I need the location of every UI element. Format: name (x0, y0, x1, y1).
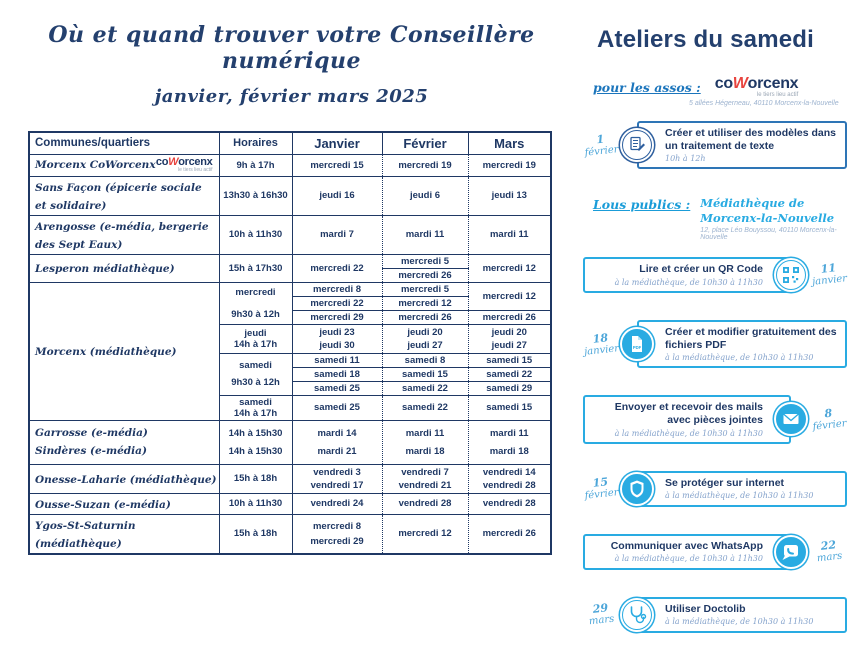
janvier-cell: jeudi 16 (292, 176, 382, 215)
workshop-date: 11 janvier (811, 261, 848, 289)
workshop-card-mails (583, 395, 847, 443)
svg-text:PDF: PDF (632, 345, 642, 351)
table-row-morcenx-coworcenx (29, 154, 551, 176)
table-row-morcenx-mediatheque (29, 282, 551, 296)
fevrier-cell: mercredi 19 (382, 154, 468, 176)
fevrier-cell: vendredi 28 (382, 493, 468, 514)
schedule-section (28, 22, 555, 555)
workshops-section (583, 26, 847, 660)
commune-cell: Morcenx (médiathèque) (29, 282, 219, 420)
column-header-horaires: Horaires (219, 132, 292, 154)
horaires-cell: 14h à 15h30 14h à 15h30 (219, 420, 292, 464)
horaires-cell: 13h30 à 16h30 (219, 176, 292, 215)
commune-cell: Ygos-St-Saturnin (médiathèque) (29, 514, 219, 554)
horaires-cell: jeudi 14h à 17h (219, 324, 292, 353)
workshop-date: 29 mars (588, 601, 615, 628)
janvier-cell: mardi 14 mardi 21 (292, 420, 382, 464)
assos-label: pour les assos : (593, 80, 701, 95)
janvier-cell: samedi 25 (292, 395, 382, 420)
janvier-cell: jeudi 23 jeudi 30 (292, 324, 382, 353)
workshop-subtitle: 10h à 12h (665, 154, 706, 164)
mars-cell: vendredi 28 (468, 493, 551, 514)
workshop-title: Se protéger sur internet (665, 476, 785, 489)
schedule-table (28, 131, 552, 555)
commune-cell: Arengosse (e-média, bergerie des Sept Eaux) (29, 215, 219, 254)
workshop-date: 8 février (812, 406, 848, 433)
mars-cell: samedi 15 (468, 353, 551, 367)
column-header-mars: Mars (468, 132, 551, 154)
workshop-card-whatsapp (583, 534, 847, 570)
workshops-title: Ateliers du samedi (597, 26, 815, 53)
mars-cell: mercredi 19 (468, 154, 551, 176)
commune-cell (29, 154, 219, 176)
publics-label: Lous publics : (593, 197, 691, 213)
horaires-cell: 15h à 18h (219, 464, 292, 493)
janvier-cell: vendredi 24 (292, 493, 382, 514)
shield-icon (622, 474, 652, 504)
horaires-cell: 10h à 11h30 (219, 215, 292, 254)
workshop-card-qr-code (583, 257, 847, 293)
fevrier-cell: mercredi 26 (382, 268, 468, 282)
fevrier-cell: mardi 11 (382, 215, 468, 254)
janvier-cell: mercredi 8 (292, 282, 382, 296)
workshop-subtitle: à la médiathèque, de 10h30 à 11h30 (665, 353, 814, 363)
whatsapp-icon (776, 537, 806, 567)
workshop-subtitle: à la médiathèque, de 10h30 à 11h30 (614, 277, 763, 287)
commune-cell: Lesperon médiathèque) (29, 254, 219, 282)
commune-cell: Ousse-Suzan (e-média) (29, 493, 219, 514)
publics-section (593, 196, 847, 241)
publics-venue: Médiathèque de Morcenx-la-Nouvelle (700, 196, 835, 225)
workshop-subtitle: à la médiathèque, de 10h30 à 11h30 (614, 554, 763, 564)
janvier-cell: mercredi 8 mercredi 29 (292, 514, 382, 554)
commune-cell: Garrosse (e-média) Sindères (e-média) (29, 420, 219, 464)
horaires-cell: 15h à 17h30 (219, 254, 292, 282)
fevrier-cell: vendredi 7 vendredi 21 (382, 464, 468, 493)
janvier-cell: mercredi 15 (292, 154, 382, 176)
workshop-title: Créer et utiliser des modèles dans un traitement de texte (665, 127, 836, 153)
commune-cell: Sans Façon (épicerie sociale et solidaire) (29, 176, 219, 215)
pdf-file-icon (622, 329, 652, 359)
mars-cell: jeudi 13 (468, 176, 551, 215)
mars-cell: samedi 29 (468, 381, 551, 395)
mars-cell: mercredi 12 (468, 254, 551, 282)
workshop-title: Créer et modifier gratuitement des fichiers PDF (665, 326, 837, 352)
commune-name: Morcenx CoWorcenx (35, 159, 156, 171)
workshop-title: Utiliser Doctolib (665, 602, 746, 615)
workshop-card-doctolib (583, 597, 847, 633)
mars-cell: mercredi 12 (468, 282, 551, 310)
fevrier-cell: samedi 15 (382, 367, 468, 381)
horaires-cell: 9h à 17h (219, 154, 292, 176)
janvier-cell: mardi 7 (292, 215, 382, 254)
coworcenx-tagline: le tiers lieu actif (756, 92, 799, 98)
qr-code-icon (776, 260, 806, 290)
horaires-cell: 15h à 18h (219, 514, 292, 554)
fevrier-cell: mercredi 12 (382, 296, 468, 310)
janvier-cell: mercredi 22 (292, 296, 382, 310)
fevrier-cell: jeudi 20 jeudi 27 (382, 324, 468, 353)
assos-section (593, 76, 847, 107)
mars-cell: mercredi 26 (468, 310, 551, 324)
workshop-date: 1 février (584, 132, 620, 159)
mars-cell: mardi 11 mardi 18 (468, 420, 551, 464)
page-title: Où et quand trouver votre Conseillère numérique (48, 22, 535, 74)
horaires-cell: mercredi 9h30 à 12h (219, 282, 292, 324)
table-row-ygos (29, 514, 551, 554)
workshop-subtitle: à la médiathèque, de 10h30 à 11h30 (665, 491, 814, 501)
coworcenx-logo: coWorcenx le tiers lieu actif (714, 75, 799, 98)
workshop-date: 15 février (584, 475, 620, 502)
fevrier-cell: samedi 22 (382, 395, 468, 420)
fevrier-cell: jeudi 6 (382, 176, 468, 215)
mars-cell: vendredi 14 vendredi 28 (468, 464, 551, 493)
workshop-subtitle: à la médiathèque, de 10h30 à 11h30 (665, 617, 814, 627)
workshop-title: Lire et créer un QR Code (639, 263, 763, 276)
table-row-arengosse (29, 215, 551, 254)
mars-cell: mercredi 26 (468, 514, 551, 554)
janvier-cell: vendredi 3 vendredi 17 (292, 464, 382, 493)
janvier-cell: samedi 11 (292, 353, 382, 367)
workshop-card-pdf (583, 320, 847, 368)
mars-cell: samedi 15 (468, 395, 551, 420)
column-header-janvier: Janvier (292, 132, 382, 154)
fevrier-cell: mercredi 5 (382, 254, 468, 268)
fevrier-cell: samedi 8 (382, 353, 468, 367)
workshop-title: Communiquer avec WhatsApp (610, 539, 763, 552)
coworcenx-tagline: le tiers lieu actif (178, 167, 213, 173)
mars-cell: mardi 11 (468, 215, 551, 254)
table-row-ousse-suzan (29, 493, 551, 514)
horaires-cell: samedi 14h à 17h (219, 395, 292, 420)
column-header-communes: Communes/quartiers (29, 132, 219, 154)
table-header-row (29, 132, 551, 154)
workshop-date: 22 mars (816, 538, 843, 565)
janvier-cell: mercredi 29 (292, 310, 382, 324)
janvier-cell: samedi 18 (292, 367, 382, 381)
janvier-cell: samedi 25 (292, 381, 382, 395)
column-header-fevrier: Février (382, 132, 468, 154)
publics-address: 12, place Léo Bouyssou, 40110 Morcenx-la-Nouvelle (700, 227, 837, 241)
horaires-cell: samedi 9h30 à 12h (219, 353, 292, 395)
mars-cell: jeudi 20 jeudi 27 (468, 324, 551, 353)
janvier-cell: mercredi 22 (292, 254, 382, 282)
stethoscope-icon (622, 600, 652, 630)
fevrier-cell: mercredi 5 (382, 282, 468, 296)
table-row-onesse-laharie (29, 464, 551, 493)
fevrier-cell: mercredi 26 (382, 310, 468, 324)
coworcenx-logo: coWorcenx le tiers lieu actif (155, 156, 213, 173)
fevrier-cell: samedi 22 (382, 381, 468, 395)
page-subtitle: janvier, février mars 2025 (154, 86, 429, 107)
table-row-sans-facon (29, 176, 551, 215)
workshop-card-securite (583, 471, 847, 507)
assos-address: 5 allées Hégerneau, 40110 Morcenx-la-Nouvelle (689, 100, 839, 107)
fevrier-cell: mardi 11 mardi 18 (382, 420, 468, 464)
fevrier-cell: mercredi 12 (382, 514, 468, 554)
envelope-icon (776, 404, 806, 434)
commune-cell: Onesse-Laharie (médiathèque) (29, 464, 219, 493)
workshop-title: Envoyer et recevoir des mails avec pièces jointes (614, 401, 763, 427)
workshop-subtitle: à la médiathèque, de 10h30 à 11h30 (614, 428, 763, 438)
table-row-garrosse-sinderes (29, 420, 551, 464)
table-row-lesperon (29, 254, 551, 268)
workshop-date: 18 janvier (583, 330, 620, 358)
horaires-cell: 10h à 11h30 (219, 493, 292, 514)
workshop-card-modeles-texte (583, 121, 847, 169)
document-pencil-icon (622, 130, 652, 160)
mars-cell: samedi 22 (468, 367, 551, 381)
